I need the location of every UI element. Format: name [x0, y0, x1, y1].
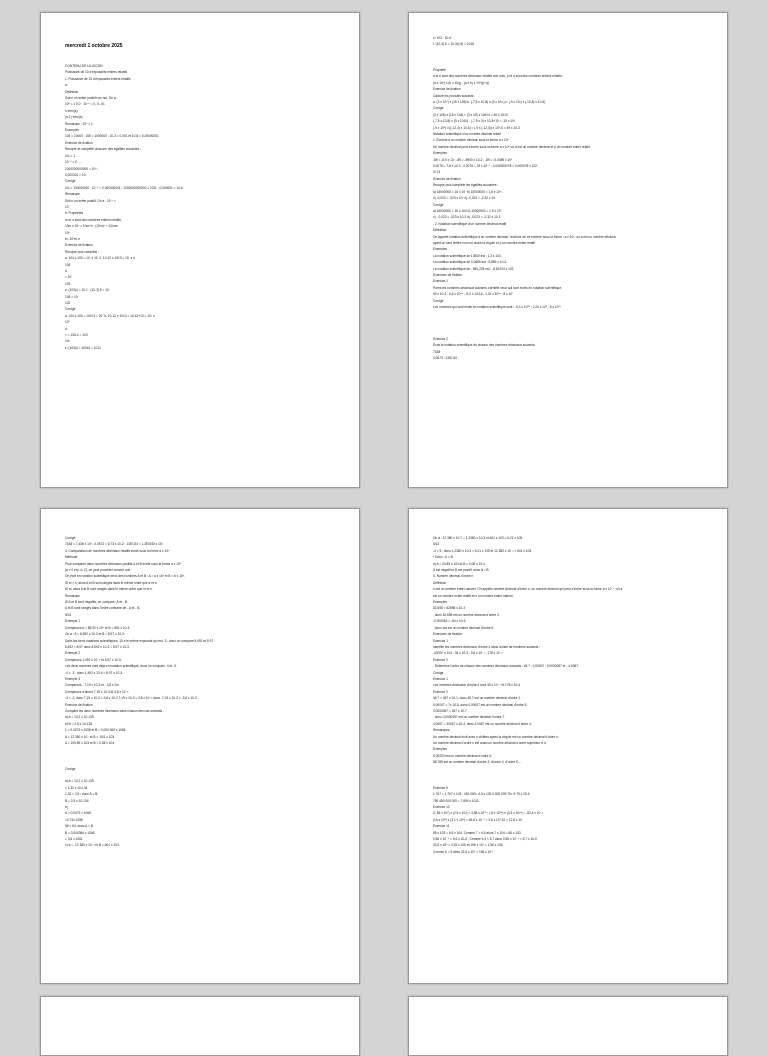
text-line: Corrigé: [433, 202, 444, 207]
text-line: Notation scientifique d'un nombre décimal relatif: [433, 132, 501, 137]
text-line: 10ⁿ: [65, 230, 70, 235]
text-line: Exemples: [433, 151, 447, 156]
text-line: Compare les deux nombres décimaux dans chacun des cas suivants :: [65, 708, 164, 713]
text-line: Corrigé: [65, 307, 76, 312]
text-line: II- Nombre décimal d'ordre n: [433, 574, 474, 579]
text-line: (-9 x 10⁵) x [(-12,4) x 10-6] = (-9 x (-12,4)) x 10⁵-6 = 49 x 10-3: [433, 125, 520, 130]
text-line: 1 = 0,0073 x 1058 et B = 0,000 369 x 1068: [65, 728, 126, 733]
text-line: 0,000001 = 10·: [65, 172, 87, 177]
text-line: -3 < 5 ; donc 1,2380 x 10-3 < 6,21 x 105 et 12,380 x 10⁻² < 601 x 103.: [433, 548, 533, 553]
text-line: a) 16000000 = 16 x 10· b) 15000000 = 1,5 x 10^...: [433, 189, 504, 194]
text-line: Exemples: [65, 128, 79, 133]
document-page-4: [408, 508, 728, 984]
page-4-text: [433, 535, 707, 855]
text-line: On écrit en notation scientifique deux des nombres A et B : A = a x 10ᵖ et B = b x 10ᵖ.: [65, 574, 185, 579]
text-line: Exemple 3: [65, 676, 81, 681]
text-line: est un nombre entier relatif et n un nombre entier naturel.: [433, 593, 514, 598]
text-line: 0,56 x 10⁻⁴ = 5,6 x 10-5 ; Comme 5,4 < 5,7 alors 0,56 x 10⁻⁴ < 5,7 x 10-5: [433, 837, 537, 842]
text-line: 56 < 64, donc A < B.: [65, 824, 94, 829]
text-line: (3 x 106) x (15 x 104) = (3 x 15) x 106+4 = 50 x 1010: [433, 112, 508, 117]
text-line: b): [65, 805, 68, 809]
text-line: 103: [65, 281, 71, 286]
text-line: (1,55 x 10⁵) x (2,5 x 10²) = 3,88 x 10⁷ᵃ ; ( 8 x 10⁵ᵃ) x (0,3 x 10³ᵃ) = -52,4 x 10⁻²: [433, 811, 544, 816]
text-line: 105: [65, 262, 71, 267]
text-line: Calcule les produits suivants :: [433, 93, 476, 98]
text-line: 1,32 < 2,5 ; donc A < B.: [65, 792, 99, 797]
text-line: Si m, alors A et B sont rangés dans le même ordre que m et n.: [65, 587, 153, 592]
text-line: Un nombre décimal peut s'écrire sous la forme a x 10ᵖ où a est un nombre décimal et p un nombre entier relatif.: [433, 144, 591, 149]
text-line: A est négatif et B est positif, donc A < B.: [433, 568, 490, 573]
text-line: (16 x 10⁵) x (3,1 x 10⁵) = 56,8 x 10⁻⁷ = 3,5 x 10⁷ 42 = 12,8 x 10: [433, 817, 522, 822]
text-line: a et b sont des nombres décimaux relatifs non nuls, p et q sont des nombres entiers relatifs.: [433, 74, 563, 79]
text-line: 65 x 103 = 6,5 x 104. Comme 7 > 6,5 alors 7 x 104 > 65 x 103: [433, 830, 521, 835]
text-line: 45,7 = 457 x 10-1, donc 45,7 est un nombre décimal d'ordre 1.: [433, 696, 522, 701]
text-line: Soit n un entier positif. On a : 10⁻ⁿ =: [65, 198, 117, 203]
text-line: Comparons 1,492 x 10⁻⁴ et 8,97 x 10-3.: [65, 657, 122, 662]
text-line: d) A = 00,89 x 103 et B = 0,08 x 10-4: [433, 561, 485, 566]
text-line: Exercice 1: [433, 279, 448, 284]
text-line: Exemples: [433, 247, 447, 252]
text-line: Puissance de 10 d'exposants entiers relatifs: [65, 70, 128, 75]
text-line: Exercices de fixation: [433, 272, 463, 277]
text-line: 32,5 x 10⁵ = 3,25 x 106 et 156 x 10⁴ = 1,56 x 106: [433, 843, 503, 848]
text-line: 10·: [65, 204, 70, 209]
text-line: A = 0,0073 x 1068: [65, 811, 91, 816]
text-line: e. (103)4 = 103x4 = 1012: [65, 345, 101, 350]
text-line: Exercice 1: [433, 638, 448, 643]
text-line: Exercice de fixation: [65, 702, 93, 707]
text-line: 3. Comparaison de nombres décimaux relatifs écrits sous la forme a x 10ᵖ: [65, 548, 170, 553]
text-line: et B = 2,5 x 10-135.: [65, 721, 93, 726]
page-3-text: [65, 535, 339, 849]
text-line: Exemples: [433, 747, 447, 752]
text-line: 10m x 10ⁿ = 10m+n ; (10m)ⁿ = 10mxn: [65, 224, 119, 229]
text-line: 8,492 < 8,97 donc 8,592 x 10-3 < 8,97 x 10-3.: [65, 644, 130, 649]
text-line: A = 105,89 x 103 et B = 0,08 x 104.: [65, 741, 115, 745]
text-line: Un nombre décimal écrit avec n chiffres après la virgule est un nombre décimal d'ordre n.: [433, 734, 559, 739]
text-line: d.: [65, 269, 68, 273]
text-line: -3 < -2, donc 7,19 x 10-3 < 3,8 x 10-2 7,19 x 10-3 < 3,8 x 10⁻² donc -7,19 x 10-3 > -3,8 x 10-2.: [65, 696, 198, 701]
text-line: 1 767 = 1,767 x 103 ; 452 000= 4,5 x 105 0,000 009 75= 9,75 x 10-6: [433, 792, 530, 797]
text-line: La notation scientifique de - 881,204 est : -8,81204 x 102.: [433, 266, 515, 271]
text-line: 93 x 10-3 ; 0,6 x 10⁵ᵃ ; -5,4 x 10¹16 ; 1,24 x 10⁵ᵃ ; 8 x 10⁷: [433, 292, 514, 297]
text-line: 104 = 10000 ; 106 = 1000000 ; 10-3 = 0,001 et 10-8 = 0,00000001: [65, 134, 159, 139]
text-line: 1. Écriture d'un nombre décimal sous la forme a x 10ᵖ: [433, 138, 509, 143]
text-line: Remarque : 10⁰ = 1.: [65, 121, 94, 126]
text-line: Exercice 2: [433, 336, 448, 341]
text-line: Exercice 2: [433, 657, 448, 662]
text-line: Exemple 1: [65, 619, 81, 624]
text-line: a.: [65, 83, 68, 88]
text-line: Définition: [65, 89, 79, 94]
text-line: a) A = 13,2 x 10-135: [65, 779, 94, 784]
text-line: CONTENU DE LA LECON: [65, 64, 103, 68]
text-line: La notation scientifique de 13000 est : 1,3 x 104.: [433, 253, 502, 258]
text-line: 4,0067 = 40067 x 10-4, donc 4,0067 est un nombre décimal d'ordre 4.: [433, 721, 532, 726]
text-line: = 1,32 x 10-134: [65, 785, 88, 790]
text-line: -0,000064 = -64 x 10-6: [433, 619, 466, 624]
text-line: Comme 6 > 5 alors 32,5 x 10⁵ > 156 x 10⁴: [433, 849, 493, 854]
text-line: = 10·: [65, 275, 73, 280]
text-line: Exercice de fixation: [65, 140, 93, 145]
text-line: 3/ 13: [433, 170, 441, 175]
text-line: B = 0,000366 x 1068: [65, 830, 95, 835]
text-line: Remarque: [65, 593, 80, 598]
text-line: Exercice de fixation: [433, 176, 461, 181]
text-line: -89 = -8,9 x 10 ; -89 = -8900 x 10-2 ; -89 = -0,0089 x 10⁴: [433, 157, 513, 162]
text-line: Les nombres qui sont écrits en notation scientifique sont : -5,4 x 10⁵ᵃ ; 1,24 x 10⁵ ; 8 x 10⁷ᵃ: [433, 305, 561, 310]
text-line: Propriété: [433, 67, 446, 72]
document-page-2: [408, 12, 728, 488]
text-line: . Détermine l'ordre de chacun des nombres décimaux suivants : 45,7 ; 0,00007 ; 0,0000057 et - 4,0067.: [433, 664, 579, 669]
text-line: Parmi les nombres décimaux suivants, identifie ceux qui sont écrits en notation scientifique.: [433, 285, 562, 290]
text-line: 10⁻⁵ = 0, ...: [65, 160, 82, 165]
text-line: 10² = 100000000 ; 10⁻⁵ = 0,000000001 ; 1000000000000 = 1011 ; 0,000001 = 10-6: [65, 185, 183, 190]
text-line: Corrigé: [65, 179, 76, 184]
document-page-3: [40, 508, 360, 984]
text-line: 108 = 10·: [65, 294, 79, 299]
text-line: f= 103 · 10-5: [433, 36, 452, 40]
text-line: On a : 12 380 x 10-7 = 1,2380 x 10-3 et 601 x 103 = 6,21 x 105.: [433, 536, 524, 540]
text-line: (a ≠ 0 et p ∈ Z), on peut procéder comme suit :: [65, 568, 132, 573]
text-line: Exercice 9: [433, 785, 448, 790]
text-line: Méthode: [65, 555, 78, 560]
text-line: Définition: [433, 580, 447, 585]
text-line: Recopie puis complète les égalités suivantes :: [433, 183, 499, 188]
text-line: a. 104 x 103 = 10· x 10⁻2, 10-12 x 1013 = 10· x 4: [65, 256, 135, 261]
text-line: ayant un seul chiffre non nul avant la virgule et p un nombre entier relatif.: [433, 240, 536, 245]
text-line: -43/10⁴ x 104 ; 35 x 10-4 ; 3,6 x 10⁻¹ ; 178 x 10⁻³: [433, 651, 503, 656]
text-line: , donc est est un nombre décimal d'ordre 6.: [433, 625, 495, 630]
text-line: Corrigé: [433, 670, 444, 675]
text-line: Corrigé: [433, 298, 444, 303]
text-line: (-7,5 x 10-8) x (3 x 1010) - (-7,5 x 3) x 10-8+10 = -10 x 10⁴: [433, 119, 516, 124]
text-line: 7438 = 7,438 x 10³ ; 0,0673 = 6,73 x 10-2 ; 1357,84 = 1,357840 x 10³.: [65, 542, 164, 547]
text-line: Remarque: [65, 192, 80, 197]
text-line: Recopie puis complète :: [65, 249, 100, 254]
text-line: Exercice 10: [433, 805, 450, 810]
text-line: Exercice de fixation: [433, 87, 461, 92]
text-line: * Donc : A > B: [433, 555, 453, 560]
document-page-1: [40, 12, 360, 488]
text-line: a) A = 13,2 x 10-135: [65, 715, 94, 720]
text-line: m et n sont des nombres entiers relatifs.: [65, 217, 122, 222]
text-line: 7438: [433, 349, 441, 354]
text-line: Écris la notation scientifique de chacun des nombres décimaux suivants.: [433, 343, 536, 348]
text-line: Corrigé: [433, 106, 444, 111]
document-page-6: [408, 996, 728, 1056]
text-line: a. (3 x 10⁴) x (15 x 106) b. (-7,5 x 10-8) x (3 x 10¹¹) c. (-9 x 10²) x (-12,8) x 10-6): [433, 100, 546, 105]
text-line: b= 10^m-n: [65, 236, 81, 241]
text-line: Comparons - 7,19 x 10-3 et - 3,8 x 10².: [65, 683, 120, 688]
page-1-text: [65, 63, 339, 351]
text-line: On appelle notation scientifique d'un nombre décimal, l'écriture de ce nombre sous la forme : a x 10ᵖ, où a est un nombre décimal: [433, 234, 616, 239]
text-line: Exemples: [433, 600, 447, 605]
text-line: 0,0000057 = 457 x 10-7: [433, 708, 467, 713]
text-line: Exercice 2: [433, 689, 448, 694]
text-line: 0,00003 est un nombre décimal d'ordre 5.: [433, 753, 492, 758]
text-line: n est un nombre entier naturel. On appelle nombre décimal d'ordre n, un nombre décimal qui peut s'écrire sous la forme a x 10⁻ⁿ, où a: [433, 587, 623, 592]
text-line: (n-1) zéro(s): [65, 115, 83, 120]
text-line: 58,789 est un nombre décimal d'ordre 3, d'ordre 4, d'ordre 5,...: [433, 760, 522, 765]
text-line: Dans les deux notations scientifiques, 10 a le même exposant qui est -3 ; donc on compare 8,492 et 8,97.: [65, 638, 215, 643]
page-title: mercredi 1 octobre 2025: [65, 43, 123, 49]
text-line: Comparons d'abord 7,19 x 10-3 et 3,8 x 10⁻².: [65, 689, 130, 694]
text-line: Corrigé: [65, 766, 76, 771]
text-line: =0,73x 1058: [65, 817, 83, 822]
text-line: A et B sont rangés dans l'ordre contraire de - A et - B.: [65, 606, 141, 611]
text-line: 10²: [65, 339, 70, 344]
text-line: Exemple 2: [65, 651, 81, 656]
text-line: 0,0078 = 7,8 x 10-3 ; 0,0078 = 78 x 10⁻⁴ ; 0,000000078 = 0,000078 x 102.: [433, 164, 538, 169]
text-line: c) -0,023 = -023 x 10· d) -0,023 = -2,32 x 10·: [433, 196, 497, 201]
text-line: 102: [65, 301, 71, 306]
text-line: 789 450 000 000 = 7,894 x 1011: [433, 798, 479, 803]
text-line: B = 2,5 x 10-134: [65, 798, 89, 803]
text-line: e. (103)4 = 10·1 ; (10-3) 5 = 10·: [65, 288, 110, 293]
text-line: 1000000000000 = 10^...: [65, 166, 100, 171]
text-line: 0,00007 = 7x 10-5, donc 0,00007 est un nombre décimal d'ordre 5.: [433, 702, 528, 707]
text-line: Exercice 11: [433, 824, 450, 829]
text-line: (a x 10ᵖ) x (b x 10q) - (a x b) x 10^(p+q): [433, 80, 489, 85]
text-line: Identifie les nombres décimaux d'ordre 4 dans la liste de nombres suivants :: [433, 644, 541, 649]
text-line: a) 16000000 = 16 x 104 b) 15000000 = 1,5 x 10⁷: [433, 208, 502, 213]
text-line: b. Propriétés: [65, 211, 84, 216]
text-line: f. (10-3) 6 = 10-3x) 6) = 1018: [433, 42, 474, 47]
text-line: Remarques: [433, 728, 450, 733]
text-line: -4 < -3 ; donc 1,492 x 10-4 < 8,97 x 10-3.: [65, 670, 123, 675]
text-line: Un nombre décimal d'ordre n est aussi un nombre décimal d'ordre supérieur à n.: [433, 741, 547, 745]
text-line: Pour comparer deux nombres décimaux positifs A et B écrits sous la forme a x 10ᵖ: [65, 561, 182, 566]
text-line: A = 12 380 x 10⁻ et B = -601 x 103.: [65, 734, 116, 739]
text-line: 10⁵: [65, 320, 70, 325]
text-line: Exercices de fixation: [433, 632, 463, 637]
text-line: Les deux nombres sont déjà en notation scientifique, donc on compare -4 et -3.: [65, 664, 177, 669]
text-line: Exercice de fixation: [65, 243, 93, 248]
text-line: Définition: [433, 228, 447, 233]
text-line: c) - 0,023 = -023 x 10-3 d) -0,023 = -2,32 x 10-1: [433, 215, 501, 220]
text-line: Soit n un entier positif non nul. On a :: [65, 96, 118, 101]
text-line: 10ⁿ = 1 0 0 · 10⁻ⁿ = 0, 0...01: [65, 102, 105, 107]
text-line: La notation scientifique de 0,0689 est : 6,889 x 10-2.: [433, 260, 508, 265]
text-line: - 2. Notation scientifique d'un nombre décimal relatif: [433, 221, 507, 226]
text-line: 0,0673 ; 1357,84 ;: [433, 356, 459, 361]
document-page-5: [40, 996, 360, 1056]
text-line: = = 105-2 = 103: [65, 333, 88, 338]
text-line: Comparons A = 85,92 x 10⁴ et B = 891 x 10-3.: [65, 625, 131, 630]
text-line: Corrigé: [65, 536, 76, 540]
text-line: 5/13: [65, 612, 72, 617]
text-line: 10² = 1 ...: [65, 153, 79, 158]
text-line: Recopie et complète chacune des égalités suivantes :: [65, 147, 142, 152]
text-line: Exercice 1: [433, 676, 448, 681]
text-line: n zéro(s): [65, 108, 78, 113]
text-line: 1. Puissance de 10 d'exposants entiers relatifs: [65, 76, 131, 81]
page-2-text: [433, 35, 707, 362]
text-line: 52,698 = 52698 x 10-3: [433, 606, 465, 611]
text-line: Si A et B sont négatifs, on compare -A et - B.: [65, 600, 128, 605]
text-line: , donc 52,698 est un nombre décimal d'ordre 3.: [433, 612, 500, 617]
text-line: d.: [65, 326, 68, 331]
text-line: , donc 0,0000457 est un nombre décimal d'ordre 7.: [433, 715, 506, 720]
text-line: On a : A = 8,592 x 10-3 et B = 8,97 x 10-3.: [65, 632, 125, 637]
text-line: c) A = -12 380 x 10⁻² et B =-601 x 103.: [65, 843, 120, 848]
text-line: Si m > n, alors A et B sont rangés dans le même ordre que a et b.: [65, 580, 158, 585]
text-line: Les nombres décimaux d'ordre 4 sont 35 x 10⁻⁴ et 178 x 10-4: [433, 683, 521, 688]
text-line: = 3,6 x 1061: [65, 837, 83, 842]
text-line: 6/13: [433, 542, 440, 547]
text-line: a. 104 x 103 = 104+3 = 10⁷ b. 10-12 x 1013 = 10-12+13 = 10¹ c.: [65, 313, 156, 318]
